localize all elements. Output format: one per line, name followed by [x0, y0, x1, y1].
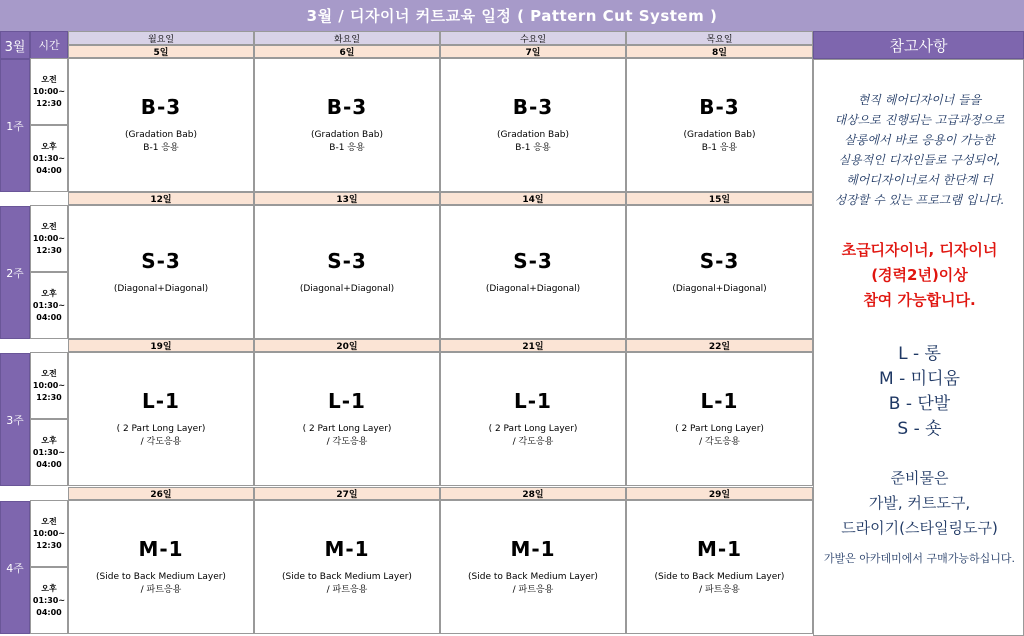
- course-code: M-1: [138, 537, 184, 561]
- course-description: [497, 129, 569, 155]
- intro-line: 헤어디자이너로서 한단계 더: [846, 173, 993, 187]
- course-description: [468, 571, 598, 597]
- date-cell: 22일: [626, 339, 813, 352]
- day-header-1: 월요일: [68, 31, 254, 45]
- date-cell: 19일: [68, 339, 254, 352]
- course-description: [300, 283, 394, 296]
- legend-line: M - 미디움: [879, 369, 960, 389]
- course-description: [125, 129, 197, 155]
- time-slot-pm: [30, 125, 68, 192]
- time-text: 오후: [41, 435, 57, 445]
- course-cell: [440, 500, 626, 634]
- week-label: 3주: [0, 353, 30, 486]
- course-description: [96, 571, 226, 597]
- notes-intro: [822, 90, 1017, 210]
- eligibility-line: (경력2년)이상: [871, 266, 968, 284]
- course-description: [489, 423, 578, 449]
- course-description: [311, 129, 383, 155]
- course-description: [114, 283, 208, 296]
- description-line: ( 2 Part Long Layer): [116, 424, 206, 434]
- time-text: 오전: [41, 368, 57, 378]
- month-label: 3월: [0, 31, 30, 59]
- legend-line: L - 롱: [898, 344, 941, 364]
- description-line: (Side to Back Medium Layer): [96, 572, 226, 582]
- time-slot-am: [30, 500, 68, 567]
- course-code: M-1: [696, 537, 743, 561]
- description-line: / 파트응용: [326, 585, 368, 595]
- time-text: 오후: [41, 583, 57, 593]
- eligibility-text: [818, 238, 1021, 313]
- description-line: / 각도응용: [512, 437, 554, 447]
- course-code: M-1: [510, 537, 556, 561]
- course-code: S-3: [327, 248, 367, 273]
- time-slot-pm: [30, 272, 68, 339]
- date-cell: 5일: [68, 45, 254, 58]
- materials-line: 드라이기(스타일링도구): [841, 519, 998, 537]
- time-text: 12:30: [36, 98, 62, 108]
- time-text: 01:30~: [32, 300, 66, 310]
- legend-line: S - 숏: [897, 419, 942, 439]
- date-cell: 27일: [254, 487, 440, 500]
- notes-header: 참고사항: [813, 31, 1024, 59]
- course-description: [282, 571, 412, 597]
- intro-line: 현직 헤어디자이너 들을: [857, 93, 982, 107]
- course-cell: [626, 58, 813, 192]
- time-text: 04:00: [36, 459, 62, 469]
- wig-purchase-note: 가발은 아카데미에서 구매가능하십니다.: [823, 552, 1016, 565]
- course-cell: [440, 352, 626, 486]
- course-cell: [68, 205, 254, 339]
- course-cell: [68, 58, 254, 192]
- time-text: 오전: [41, 516, 57, 526]
- eligibility-line: 참여 가능합니다.: [863, 291, 976, 309]
- course-description: [672, 283, 766, 296]
- date-cell: 8일: [626, 45, 813, 58]
- description-line: ( 2 Part Long Layer): [302, 424, 392, 434]
- course-code: S-3: [513, 248, 553, 273]
- description-line: ( 2 Part Long Layer): [675, 424, 764, 434]
- time-slot-pm: [30, 419, 68, 486]
- time-text: 01:30~: [32, 447, 66, 457]
- time-slot-pm: [30, 567, 68, 634]
- time-text: 12:30: [36, 392, 62, 402]
- time-text: 04:00: [36, 312, 62, 322]
- time-text: 01:30~: [32, 153, 66, 163]
- course-cell: [626, 352, 813, 486]
- date-cell: 7일: [440, 45, 626, 58]
- time-text: 01:30~: [32, 595, 66, 605]
- course-legend: [818, 342, 1021, 442]
- time-slot-am: [30, 352, 68, 419]
- time-text: 10:00~: [32, 86, 66, 96]
- course-description: [117, 423, 206, 449]
- description-line: (Diagonal+Diagonal): [672, 283, 767, 294]
- page-title: 3월 / 디자이너 커트교육 일정 ( Pattern Cut System ): [0, 0, 1024, 31]
- course-cell: [254, 500, 440, 634]
- description-line: / 파트응용: [140, 585, 182, 595]
- course-description: [303, 423, 392, 449]
- course-cell: [68, 352, 254, 486]
- intro-line: 대상으로 진행되는 고급과정으로: [834, 113, 1005, 127]
- date-cell: 6일: [254, 45, 440, 58]
- description-line: (Gradation Bab): [683, 130, 756, 140]
- course-cell: [254, 58, 440, 192]
- time-text: 04:00: [36, 165, 62, 175]
- course-code: L-1: [514, 389, 552, 413]
- time-text: 오전: [41, 74, 57, 84]
- course-cell: [440, 205, 626, 339]
- legend-line: B - 단발: [888, 394, 951, 414]
- course-description: [684, 129, 756, 155]
- eligibility-line: 초급디자이너, 디자이너: [841, 241, 998, 259]
- time-text: 04:00: [36, 607, 62, 617]
- description-line: (Gradation Bab): [497, 130, 569, 140]
- description-line: (Gradation Bab): [311, 130, 383, 140]
- time-slot-am: [30, 58, 68, 125]
- course-cell: [626, 205, 813, 339]
- description-line: (Side to Back Medium Layer): [282, 572, 412, 582]
- course-code: M-1: [324, 537, 370, 561]
- course-code: B-3: [699, 95, 740, 119]
- intro-line: 실용적인 디자인들로 구성되어,: [838, 153, 1001, 167]
- materials-line: 가발, 커트도구,: [868, 494, 971, 512]
- day-header-3: 수요일: [440, 31, 626, 45]
- description-line: / 각도응용: [140, 437, 182, 447]
- week-label: 4주: [0, 501, 30, 634]
- week-label: 2주: [0, 206, 30, 339]
- time-slot-am: [30, 205, 68, 272]
- description-line: (Diagonal+Diagonal): [113, 283, 209, 294]
- description-line: / 각도응용: [699, 437, 740, 447]
- materials-text: [818, 466, 1021, 541]
- course-code: L-1: [142, 389, 180, 413]
- course-code: S-3: [699, 248, 740, 273]
- description-line: / 파트응용: [699, 585, 740, 595]
- description-line: (Side to Back Medium Layer): [468, 572, 598, 582]
- intro-line: 성장할 수 있는 프로그램 입니다.: [834, 193, 1005, 207]
- time-text: 10:00~: [32, 528, 66, 538]
- description-line: B-1 응용: [329, 143, 365, 153]
- course-cell: [254, 205, 440, 339]
- course-code: B-3: [512, 95, 554, 119]
- course-cell: [626, 500, 813, 634]
- time-header: 시간: [30, 31, 68, 59]
- course-cell: [440, 58, 626, 192]
- description-line: (Side to Back Medium Layer): [654, 572, 785, 582]
- intro-line: 살롱에서 바로 응용이 가능한: [844, 133, 995, 147]
- description-line: B-1 응용: [143, 143, 179, 153]
- date-cell: 26일: [68, 487, 254, 500]
- notes-panel: [813, 59, 1024, 636]
- time-text: 10:00~: [32, 233, 66, 243]
- date-cell: 13일: [254, 192, 440, 205]
- time-text: 오후: [41, 288, 57, 298]
- course-code: L-1: [328, 389, 366, 413]
- description-line: (Diagonal+Diagonal): [485, 283, 581, 294]
- time-text: 오전: [41, 221, 57, 231]
- week-label: 1주: [0, 59, 30, 192]
- time-text: 10:00~: [32, 380, 66, 390]
- date-cell: 14일: [440, 192, 626, 205]
- description-line: (Diagonal+Diagonal): [299, 283, 395, 294]
- course-code: B-3: [140, 95, 182, 119]
- course-code: L-1: [700, 389, 739, 413]
- course-description: [655, 571, 785, 597]
- time-text: 오후: [41, 141, 57, 151]
- course-code: B-3: [326, 95, 368, 119]
- schedule-grid: [0, 31, 813, 636]
- course-description: [675, 423, 764, 449]
- description-line: B-1 응용: [515, 143, 551, 153]
- description-line: / 파트응용: [512, 585, 554, 595]
- date-cell: 21일: [440, 339, 626, 352]
- day-header-4: 목요일: [626, 31, 813, 45]
- time-text: 12:30: [36, 245, 62, 255]
- day-header-2: 화요일: [254, 31, 440, 45]
- date-cell: 28일: [440, 487, 626, 500]
- date-cell: 20일: [254, 339, 440, 352]
- course-description: [486, 283, 580, 296]
- date-cell: 12일: [68, 192, 254, 205]
- date-cell: 29일: [626, 487, 813, 500]
- description-line: ( 2 Part Long Layer): [488, 424, 578, 434]
- description-line: (Gradation Bab): [125, 130, 197, 140]
- course-cell: [254, 352, 440, 486]
- description-line: B-1 응용: [701, 143, 738, 153]
- time-text: 12:30: [36, 540, 62, 550]
- date-cell: 15일: [626, 192, 813, 205]
- course-code: S-3: [141, 248, 181, 273]
- course-cell: [68, 500, 254, 634]
- description-line: / 각도응용: [326, 437, 368, 447]
- materials-line: 준비물은: [890, 469, 949, 487]
